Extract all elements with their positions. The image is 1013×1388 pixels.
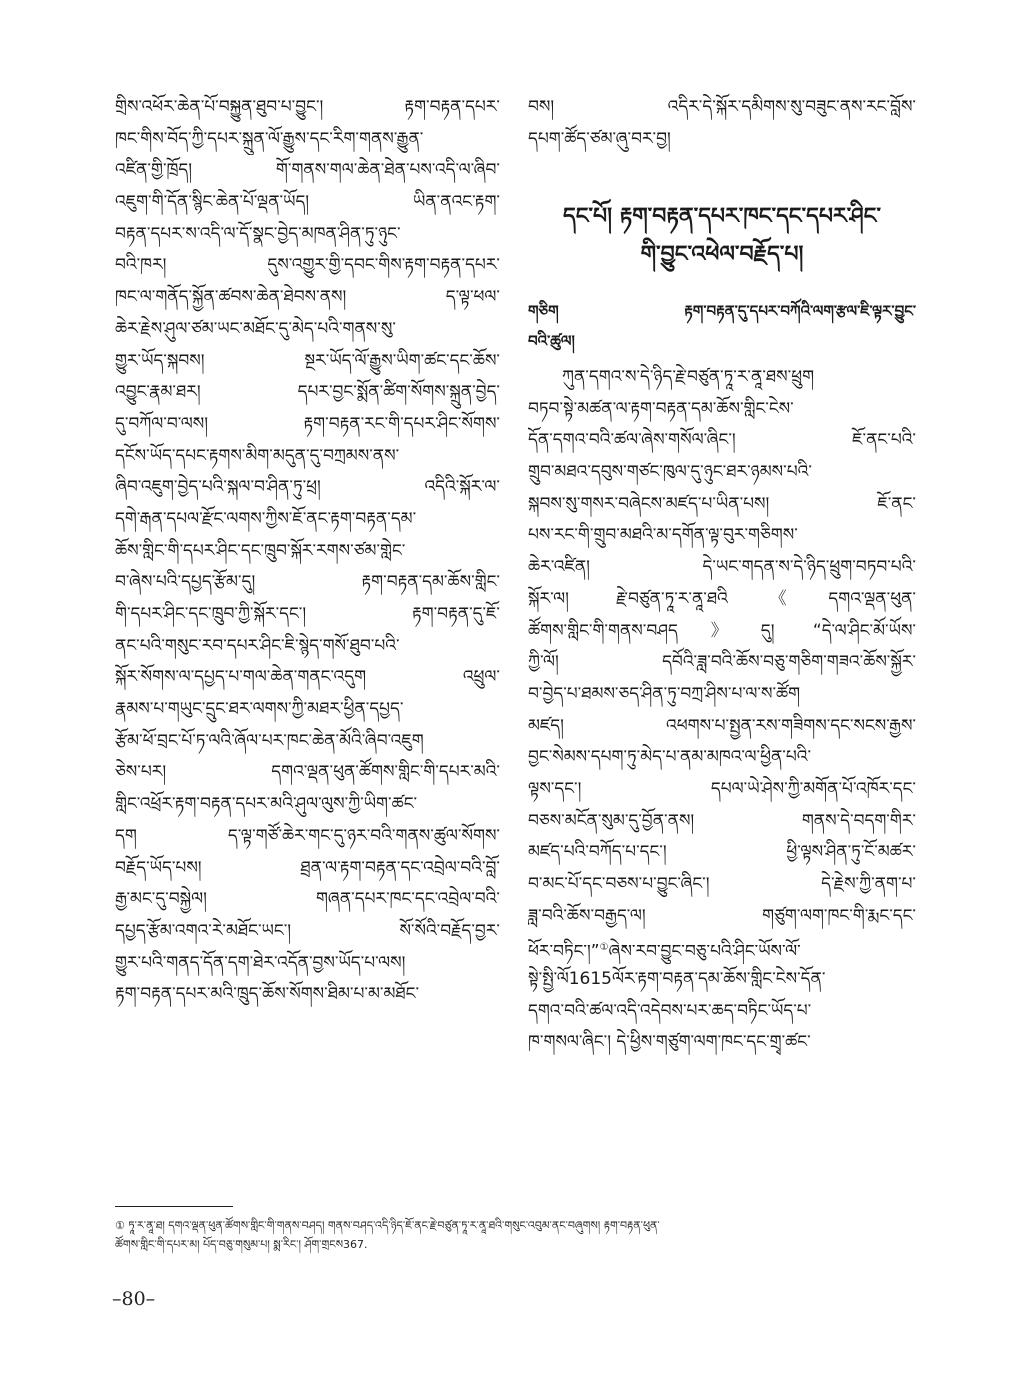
- text-line: བ་མང་པོ་དང་བཅས་པ་བྱུང་ཞིང་། དེ་རྗེས་ཀྱི་ནག་པ་: [528, 874, 916, 894]
- text-line: ནང་པའི་གསུང་རབ་དཔར་ཤིང་ཇི་སྙེད་གསོ་ཐུབ་པའི་: [115, 635, 400, 656]
- text-line: དགའ་བའི་ཚལ་འདི་འདེབས་པར་ཆད་བཏིང་ཡོད་པ་: [528, 1000, 812, 1021]
- text-line: བས། འདིར་དེ་སྐོར་དམིགས་སུ་བཟུང་ནས་རང་བློས་: [528, 97, 916, 117]
- text-line: དག ད་ལྟ་གཙོ་ཆེར་གང་དུ་ཉར་བའི་གནས་ཚུལ་སོགས་: [115, 825, 500, 846]
- text-line: ཀུན་དགའ་ས་དེ་ཉིད་རྗེ་བཙུན་ཏཱ་ར་ནཱ་ཐས་ཕྲུག: [562, 367, 815, 387]
- text-line: གྲིས་འཕོར་ཆེན་པོ་བསྐྱུན་ཐུབ་པ་བྱུང་། རྟག་བརྟན་དཔར་: [115, 97, 500, 117]
- text-line: གླིང་འཕྲོར་རྟག་བརྟན་དཔར་མའི་ཤུལ་ལུས་ཀྱི་ཡིག་ཚང་: [115, 794, 418, 815]
- text-line: གྱུར་ཡོད་སྐབས། སྔར་ཡོད་ལོ་རྒྱུས་ཡིག་ཚང་དང་ཆོས་: [115, 350, 500, 371]
- section-heading-line: གི་བྱུང་འཕེལ་བརྗོད་པ།: [640, 242, 804, 267]
- text-line: དངོས་ཡོད་དཔང་རྟགས་མིག་མདུན་དུ་བཀྲམས་ནས་: [115, 445, 400, 466]
- text-line: དོན་དགའ་བའི་ཚལ་ཞེས་གསོལ་ཞིང་། ཇོ་ནང་པའི་: [528, 430, 916, 451]
- left-text-column: [115, 92, 500, 1011]
- subsection-heading-line: བའི་ཚུལ།: [528, 332, 575, 350]
- text-line: མཛད་པའི་བཀོད་པ་དང་། ཕྱི་ལྟས་ཤིན་ཏུ་ངོ་མཚར་: [528, 842, 916, 863]
- text-line: བ་ཞེས་པའི་དཔྱད་རྩོམ་དུ། རྟག་བརྟན་དམ་ཆོས་གླིང་: [115, 572, 500, 593]
- text-line: ཁ་གསལ་ཞིང་། དེ་ཕྱིས་གཙུག་ལག་ཁང་དང་གྲྭ་ཚང་: [528, 1032, 811, 1053]
- text-line: གི་དཔར་ཤིང་དང་ཁྲུབ་ཀྱི་སྐོར་དང་། རྟག་བརྟན་དུ་ཇོ་: [115, 604, 500, 624]
- text-line: ཁང་གིས་བོད་ཀྱི་དཔར་སྐྲུན་ལོ་རྒྱུས་དང་རིག་གནས་རྒྱུན་: [115, 128, 424, 149]
- footnote: [115, 1216, 915, 1254]
- text-line: བཏབ་སྟེ་མཚན་ལ་རྟག་བརྟན་དམ་ཆོས་གླིང་ངེས་: [528, 398, 794, 419]
- text-line: ཅེས་པར། དགའ་ལྡན་ཕུན་ཚོགས་གླིང་གི་དཔར་མའི་: [115, 762, 500, 783]
- text-line: མཛད། འཕགས་པ་སྤྱན་རས་གཟིགས་དང་སངས་རྒྱས་: [528, 715, 916, 736]
- text-line: དཔག་ཚོད་ཙམ་ཞུ་བར་བྱ།: [528, 128, 671, 149]
- text-line: ཀྱི་ལོ། དབོའི་ཟླ་བའི་ཆོས་བཅུ་གཅིག་གཟའ་ཆོས་སྐྱོར་: [528, 652, 916, 673]
- text-line: བ་བྱེད་པ་ཐམས་ཅད་ཤིན་ཏུ་བཀྲ་ཤིས་པ་ལ་ས་ཚོག: [528, 683, 801, 704]
- text-line: ཞིབ་འཇུག་བྱེད་པའི་སྐལ་བ་ཤིན་ཏུ་ཕྲ། འདིའི་སྐོར་ལ་: [115, 477, 500, 498]
- text-line: དཔྱད་རྩོམ་འགའ་རེ་མཐོང་ཡང་། སོ་སོའི་བརྗོད་བྱར་: [115, 920, 500, 941]
- text-line: ལྟས་དང་། དཔལ་ཡེ་ཤེས་ཀྱི་མགོན་པོ་འཁོར་དང་: [528, 778, 916, 799]
- text-line: དགེ་རྒན་དཔལ་རྫོང་ལགས་ཀྱིས་ཇོ་ནང་རྟག་བརྟན་དམ་: [115, 508, 417, 529]
- text-line: གྲུབ་མཐའ་དབུས་གཙང་ཁུལ་དུ་ཉུང་ཐར་ཉམས་པའི་: [528, 462, 812, 483]
- text-line: དུ་བཀོལ་བ་ལས། རྟག་བརྟན་རང་གི་དཔར་ཤིང་སོགས་: [115, 413, 500, 434]
- text-line: རྒྱ་མང་དུ་བསྐྱེལ། གཞན་དཔར་ཁང་དང་འབྲེལ་བའི་: [115, 889, 500, 910]
- section-heading: [528, 198, 916, 274]
- text-fragment: ཕོར་བཏིང་།”: [528, 942, 600, 963]
- text-line: འབྱུང་རྣམ་ཐར། དཔར་བྱང་སྨོན་ཚིག་སོགས་སྐྲུན་བྱེད་: [115, 382, 500, 403]
- text-line: བརྟན་དཔར་ས་འདི་ལ་དོ་སྣང་བྱེད་མཁན་ཤིན་ཏུ་ཉུང་: [115, 223, 401, 244]
- subsection-heading-line: གཅིག རྟག་བརྟན་དུ་དཔར་བཀོའི་ལག་རྩལ་ཇི་ལྟར་བྱུང་: [528, 302, 916, 320]
- text-line: བརྗོད་ཡོད་པས། ཐྲན་ལ་རྟག་བརྟན་དང་འབྲེལ་བའི་བློ་: [115, 857, 500, 878]
- text-line: སྐོར་ལ། རྗེ་བཙུན་ཏཱ་ར་ནཱ་ཐའི《དགའ་ལྡན་ཕུན་: [528, 588, 916, 609]
- text-line-with-footnote: [528, 932, 916, 964]
- text-line: རྩོམ་ཕོ་བྲང་པོ་ཏ་ལའི་ཞོལ་པར་ཁང་ཆེན་མོའི་ཞིབ་འཇུག: [115, 730, 424, 751]
- text-line: ཟླ་བའི་ཆོས་བརྒྱད་ལ། གཙུག་ལག་ཁང་གི་རྨང་དང་: [528, 905, 916, 926]
- footnote-line: ① ཏཱ་ར་ནཱ་ཐ། དགའ་ལྡན་ཕུན་ཚོགས་གླིང་གི་གནས་བཤད། གནས་བཤད་འདི་ཉིད་ཇོ་ནང་རྗེ་བཙུན་ཏཱ་ར་ནཱ་ཐའི་གསུང་འབུམ་ནང་བཞུགས། རྟག་བརྟན་ཕུན་: [115, 1219, 660, 1232]
- text-fragment: ཞེས་རབ་བྱུང་བཅུ་པའི་ཤིང་ཡོས་ལོ་: [608, 942, 801, 963]
- section-heading-line: དང་པོ། རྟག་བརྟན་དཔར་ཁང་དང་དཔར་ཤིང་: [563, 204, 881, 229]
- footnote-reference[interactable]: ①: [599, 942, 609, 954]
- text-line: སྐོར་སོགས་ལ་དཔྱད་པ་གལ་ཆེན་གནང་འདུག འཕྲུལ་: [115, 667, 500, 688]
- text-line: བྱང་སེམས་དཔག་ཏུ་མེད་པ་ནམ་མཁའ་ལ་ཕྱིན་པའི་: [528, 747, 812, 768]
- right-text-column-top: [528, 92, 916, 155]
- text-line: ཁང་ལ་གནོད་སྐྱོན་ཚབས་ཆེན་ཐེབས་ནས། ད་ལྟ་ཕལ་: [115, 287, 500, 308]
- text-line: སྐབས་སུ་གསར་བཞེངས་མཛད་པ་ཡིན་པས། ཇོ་ནང་: [528, 493, 916, 514]
- text-line: པས་རང་གི་གྲུབ་མཐའི་མ་དགོན་ལྟ་བུར་གཅིགས་: [528, 525, 798, 546]
- text-line: ཆེར་རྗེས་ཤུལ་ཙམ་ཡང་མཐོང་དུ་མེད་པའི་གནས་སུ་: [115, 318, 396, 339]
- text-line: ཆོས་གླིང་གི་དཔར་ཤིང་དང་ཁྲུབ་སྐོར་རགས་ཙམ་གླེང་: [115, 540, 406, 561]
- text-line: ཚོགས་གླིང་གི་གནས་བཤད》དུ། “དེ་ལ་ཤིང་མོ་ཡོས་: [528, 620, 916, 641]
- text-line: གྱུར་པའི་གནད་དོན་དག་ཐེར་འདོན་བྱས་ཡོད་པ་ལས།: [115, 952, 406, 973]
- text-line: བཅས་མངོན་སུམ་དུ་བྱོན་ནས། གནས་དེ་བདག་གིར་: [528, 810, 916, 831]
- text-line: རྣམས་པ་གཡུང་དྲུང་ཐར་ལགས་ཀྱི་མཐར་ཕྱིན་དཔྱད་: [115, 699, 404, 720]
- text-line: འཛིན་གྱི་ཁྲོད། གོ་གནས་གལ་ཆེན་ཐེན་པས་འདི་ལ་ཞིབ་: [115, 160, 500, 181]
- text-line: བའི་ཁར། དུས་འགྱུར་གྱི་དབང་གིས་རྟག་བརྟན་དཔར་: [115, 255, 500, 276]
- text-line: འཇུག་གི་དོན་སྙིང་ཆེན་པོ་ལྡན་ཡོད། ཡིན་ནའང་རྟག་: [115, 192, 500, 213]
- text-line: སྟེ་སྤྱི་ལོ1615ལོར་རྟག་བརྟན་དམ་ཆོས་གླིང་ངེས་དོན་: [528, 969, 826, 990]
- subsection-heading: [528, 296, 916, 356]
- footnote-line: ཚོགས་གླིང་གི་དཔར་མ། པོད་བཅུ་གསུམ་པ། སྨ་རིང་། ཤོག་གྲངས367.: [115, 1238, 368, 1251]
- text-line: ཆེར་འཛིན། དེ་ཡང་གདན་ས་དེ་ཉིད་ཕྲུག་བཏབ་པའི་: [528, 557, 916, 578]
- footnote-divider: [115, 1206, 233, 1207]
- page-number: –80–: [112, 1288, 156, 1310]
- text-line: རྟག་བརྟན་དཔར་མའི་ཁྲུད་ཆོས་སོགས་ཐིམ་པ་མ་མཐོང་: [115, 984, 420, 1005]
- right-text-column-body: [528, 362, 916, 1059]
